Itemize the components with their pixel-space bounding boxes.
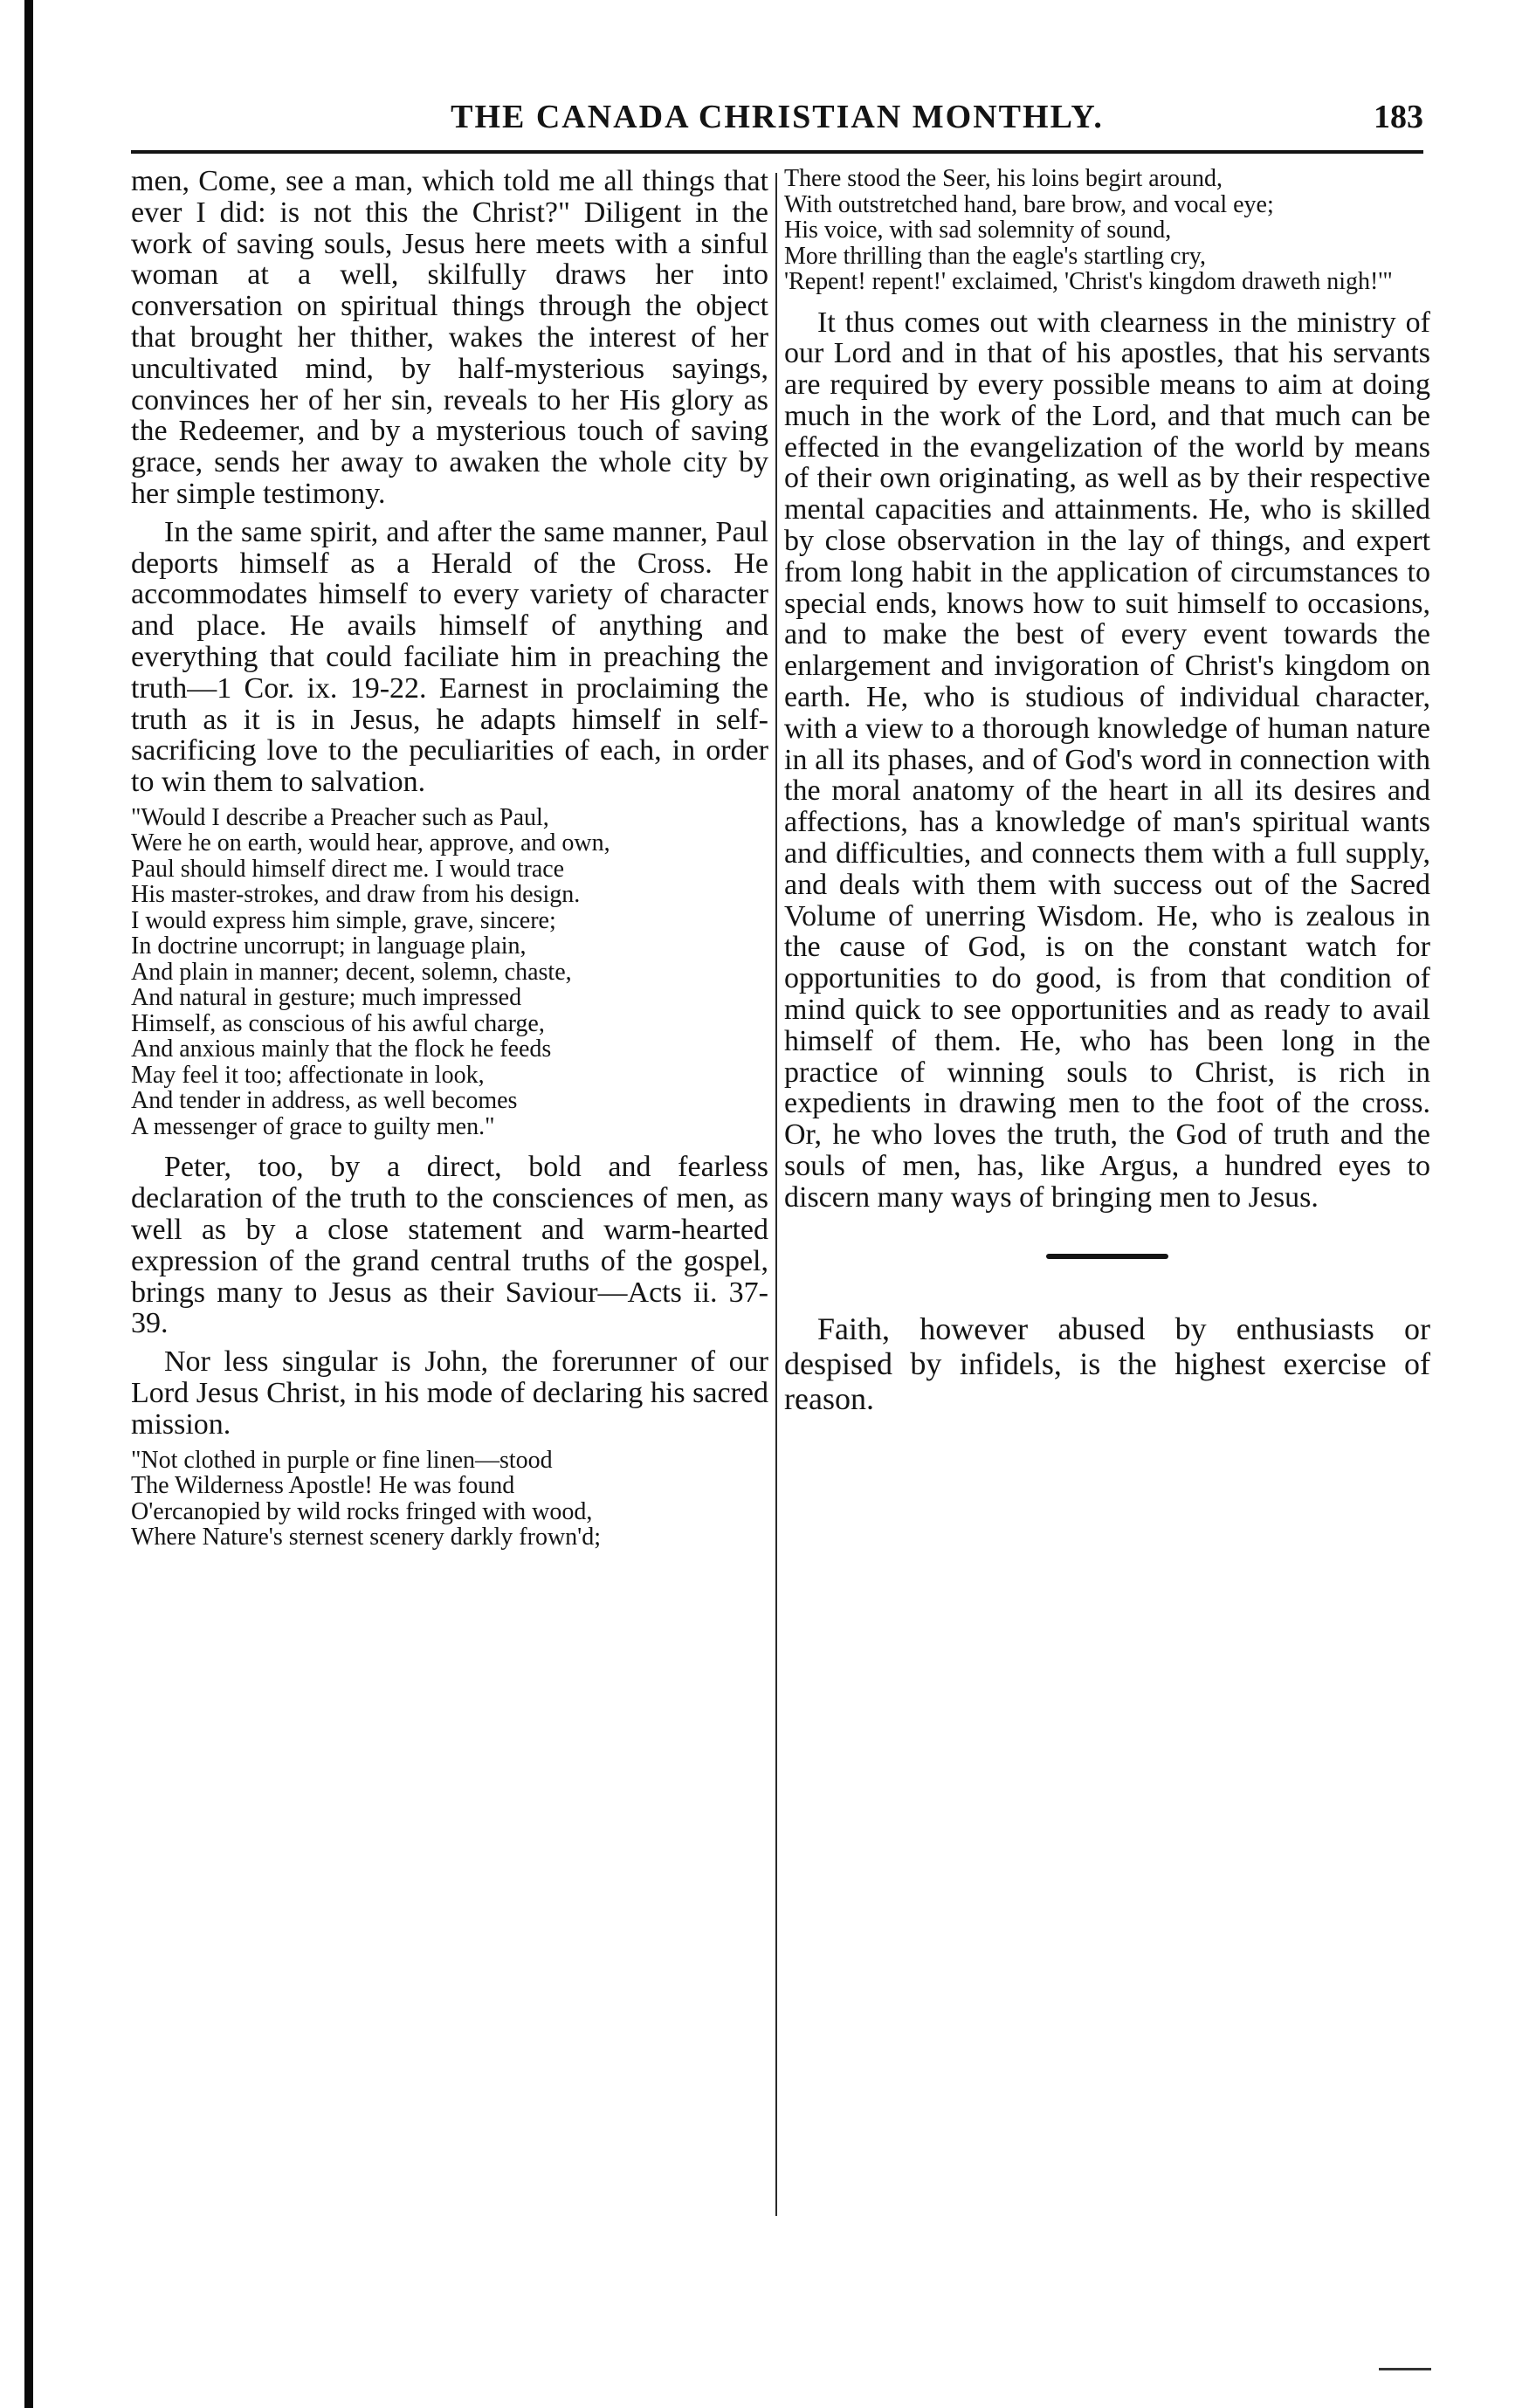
poem-preacher <box>131 805 768 1140</box>
poem-line: "Would I describe a Preacher such as Paul, <box>131 803 549 831</box>
poem-line: Where Nature's sternest scenery darkly frown'd; <box>131 1524 601 1551</box>
poem-line: And plain in manner; decent, solemn, chaste, <box>131 958 572 986</box>
section-ornament-rule <box>1046 1254 1168 1259</box>
poem-line: With outstretched hand, bare brow, and vocal eye; <box>784 190 1274 218</box>
poem-line: The Wilderness Apostle! He was found <box>131 1472 515 1500</box>
poem-line: There stood the Seer, his loins begirt around, <box>784 165 1223 192</box>
paragraph-peter: Peter, too, by a direct, bold and fearless declaration of the truth to the consciences of men, as well as by a close statement and warm-hearted expression of the grand central truths of the gospel, brings many to Jesus as their Saviour—Acts ii. 37-39. <box>131 1151 768 1340</box>
poem-line: His master-strokes, and draw from his design. <box>131 881 581 909</box>
poem-line: O'ercanopied by wild rocks fringed with wood, <box>131 1497 593 1525</box>
poem-line: Paul should himself direct me. I would trace <box>131 855 565 883</box>
paragraph-woman-at-well: men, Come, see a man, which told me all things that ever I did: is not this the Christ?" Diligent in the work of saving souls, Jesus here meets with a sinful woman at a well, skilfully draws her into conversation on spiritual things through the object that brought her thither, wakes the interest of her uncultivated mind, by half-mysterious sayings, convinces her of her sin, reveals to her His glory as the Redeemer, and by a mysterious touch of saving grace, sends her away to awaken the whole city by her simple testimony. <box>131 165 768 510</box>
poem-line: Himself, as conscious of his awful charge, <box>131 1009 545 1037</box>
poem-line: And natural in gesture; much impressed <box>131 984 522 1012</box>
poem-line: 'Repent! repent!' exclaimed, 'Christ's kingdom draweth nigh!'" <box>784 268 1393 295</box>
footer-mark <box>1379 2368 1431 2370</box>
poem-line: I would express him simple, grave, sincere; <box>131 906 556 934</box>
poem-line: More thrilling than the eagle's startling cry, <box>784 242 1206 270</box>
poem-line: In doctrine uncorrupt; in language plain, <box>131 932 527 960</box>
page-number: 183 <box>1374 99 1423 135</box>
page-edge-shadow <box>24 0 33 2408</box>
poem-line: A messenger of grace to guilty men." <box>131 1112 495 1140</box>
poem-line: And anxious mainly that the flock he feeds <box>131 1035 552 1063</box>
left-column <box>131 166 768 1563</box>
poem-wilderness-apostle <box>131 1448 768 1551</box>
running-header <box>131 98 1423 150</box>
poem-line: May feel it too; affectionate in look, <box>131 1061 485 1089</box>
paragraph-ministry-conclusion: It thus comes out with clearness in the ministry of our Lord and in that of his apostles, that his servants are required by every possible means to aim at doing much in the work of the Lord, and that much can be effected in the evangelization of the world by means of their own originating, as well as by their respective mental capacities and attainments. He, who is skilled by close observation in the lay of things, and expert from long habit in the application of circumstances to special ends, knows how to suit himself to occasions, and to make the best of every event towards the enlargement and invigoration of Christ's kingdom on earth. He, who is studious of individual character, with a view to a thorough knowledge of human nature in all its phases, and of God's word in connection with the moral anatomy of the heart in all its desires and affections, has a knowledge of man's spiritual wants and difficulties, and connects them with a full supply, and deals with them with success out of the Sacred Volume of unerring Wisdom. He, who is zealous in the cause of God, is on the constant watch for opportunities to do good, is from that condition of mind quick to see opportunities and as ready to avail himself of them. He, who has been long in the practice of winning souls to Christ, is rich in expedients in drawing men to the foot of the cross. Or, he who loves the truth, the God of truth and the souls of men, has, like Argus, a hundred eyes to discern many ways of bringing men to Jesus. <box>784 306 1430 1214</box>
poem-line: Were he on earth, would hear, approve, and own, <box>131 829 610 857</box>
poem-line: His voice, with sad solemnity of sound, <box>784 217 1172 244</box>
right-column <box>784 166 1430 1423</box>
paragraph-paul-herald: In the same spirit, and after the same manner, Paul deports himself as a Herald of the Cross. He accommodates himself to every variety of character and place. He avails himself of anything and everything that could faciliate him in preaching the truth—1 Cor. ix. 19-22. Earnest in proclaiming the truth as it is in Jesus, he adapts himself in self-sacrificing love to the peculiarities of each, in order to win them to salvation. <box>131 515 768 799</box>
column-divider <box>775 173 777 2216</box>
paragraph-faith-reason: Faith, however abused by enthusiasts or despised by infidels, is the highest exercise of reason. <box>784 1311 1430 1416</box>
poem-line: "Not clothed in purple or fine linen—stood <box>131 1446 553 1474</box>
poem-seer <box>784 166 1430 295</box>
poem-line: And tender in address, as well becomes <box>131 1087 518 1115</box>
header-rule <box>131 150 1423 154</box>
journal-title: THE CANADA CHRISTIAN MONTHLY. <box>451 99 1104 135</box>
paragraph-john: Nor less singular is John, the forerunner of our Lord Jesus Christ, in his mode of declaring his sacred mission. <box>131 1345 768 1441</box>
